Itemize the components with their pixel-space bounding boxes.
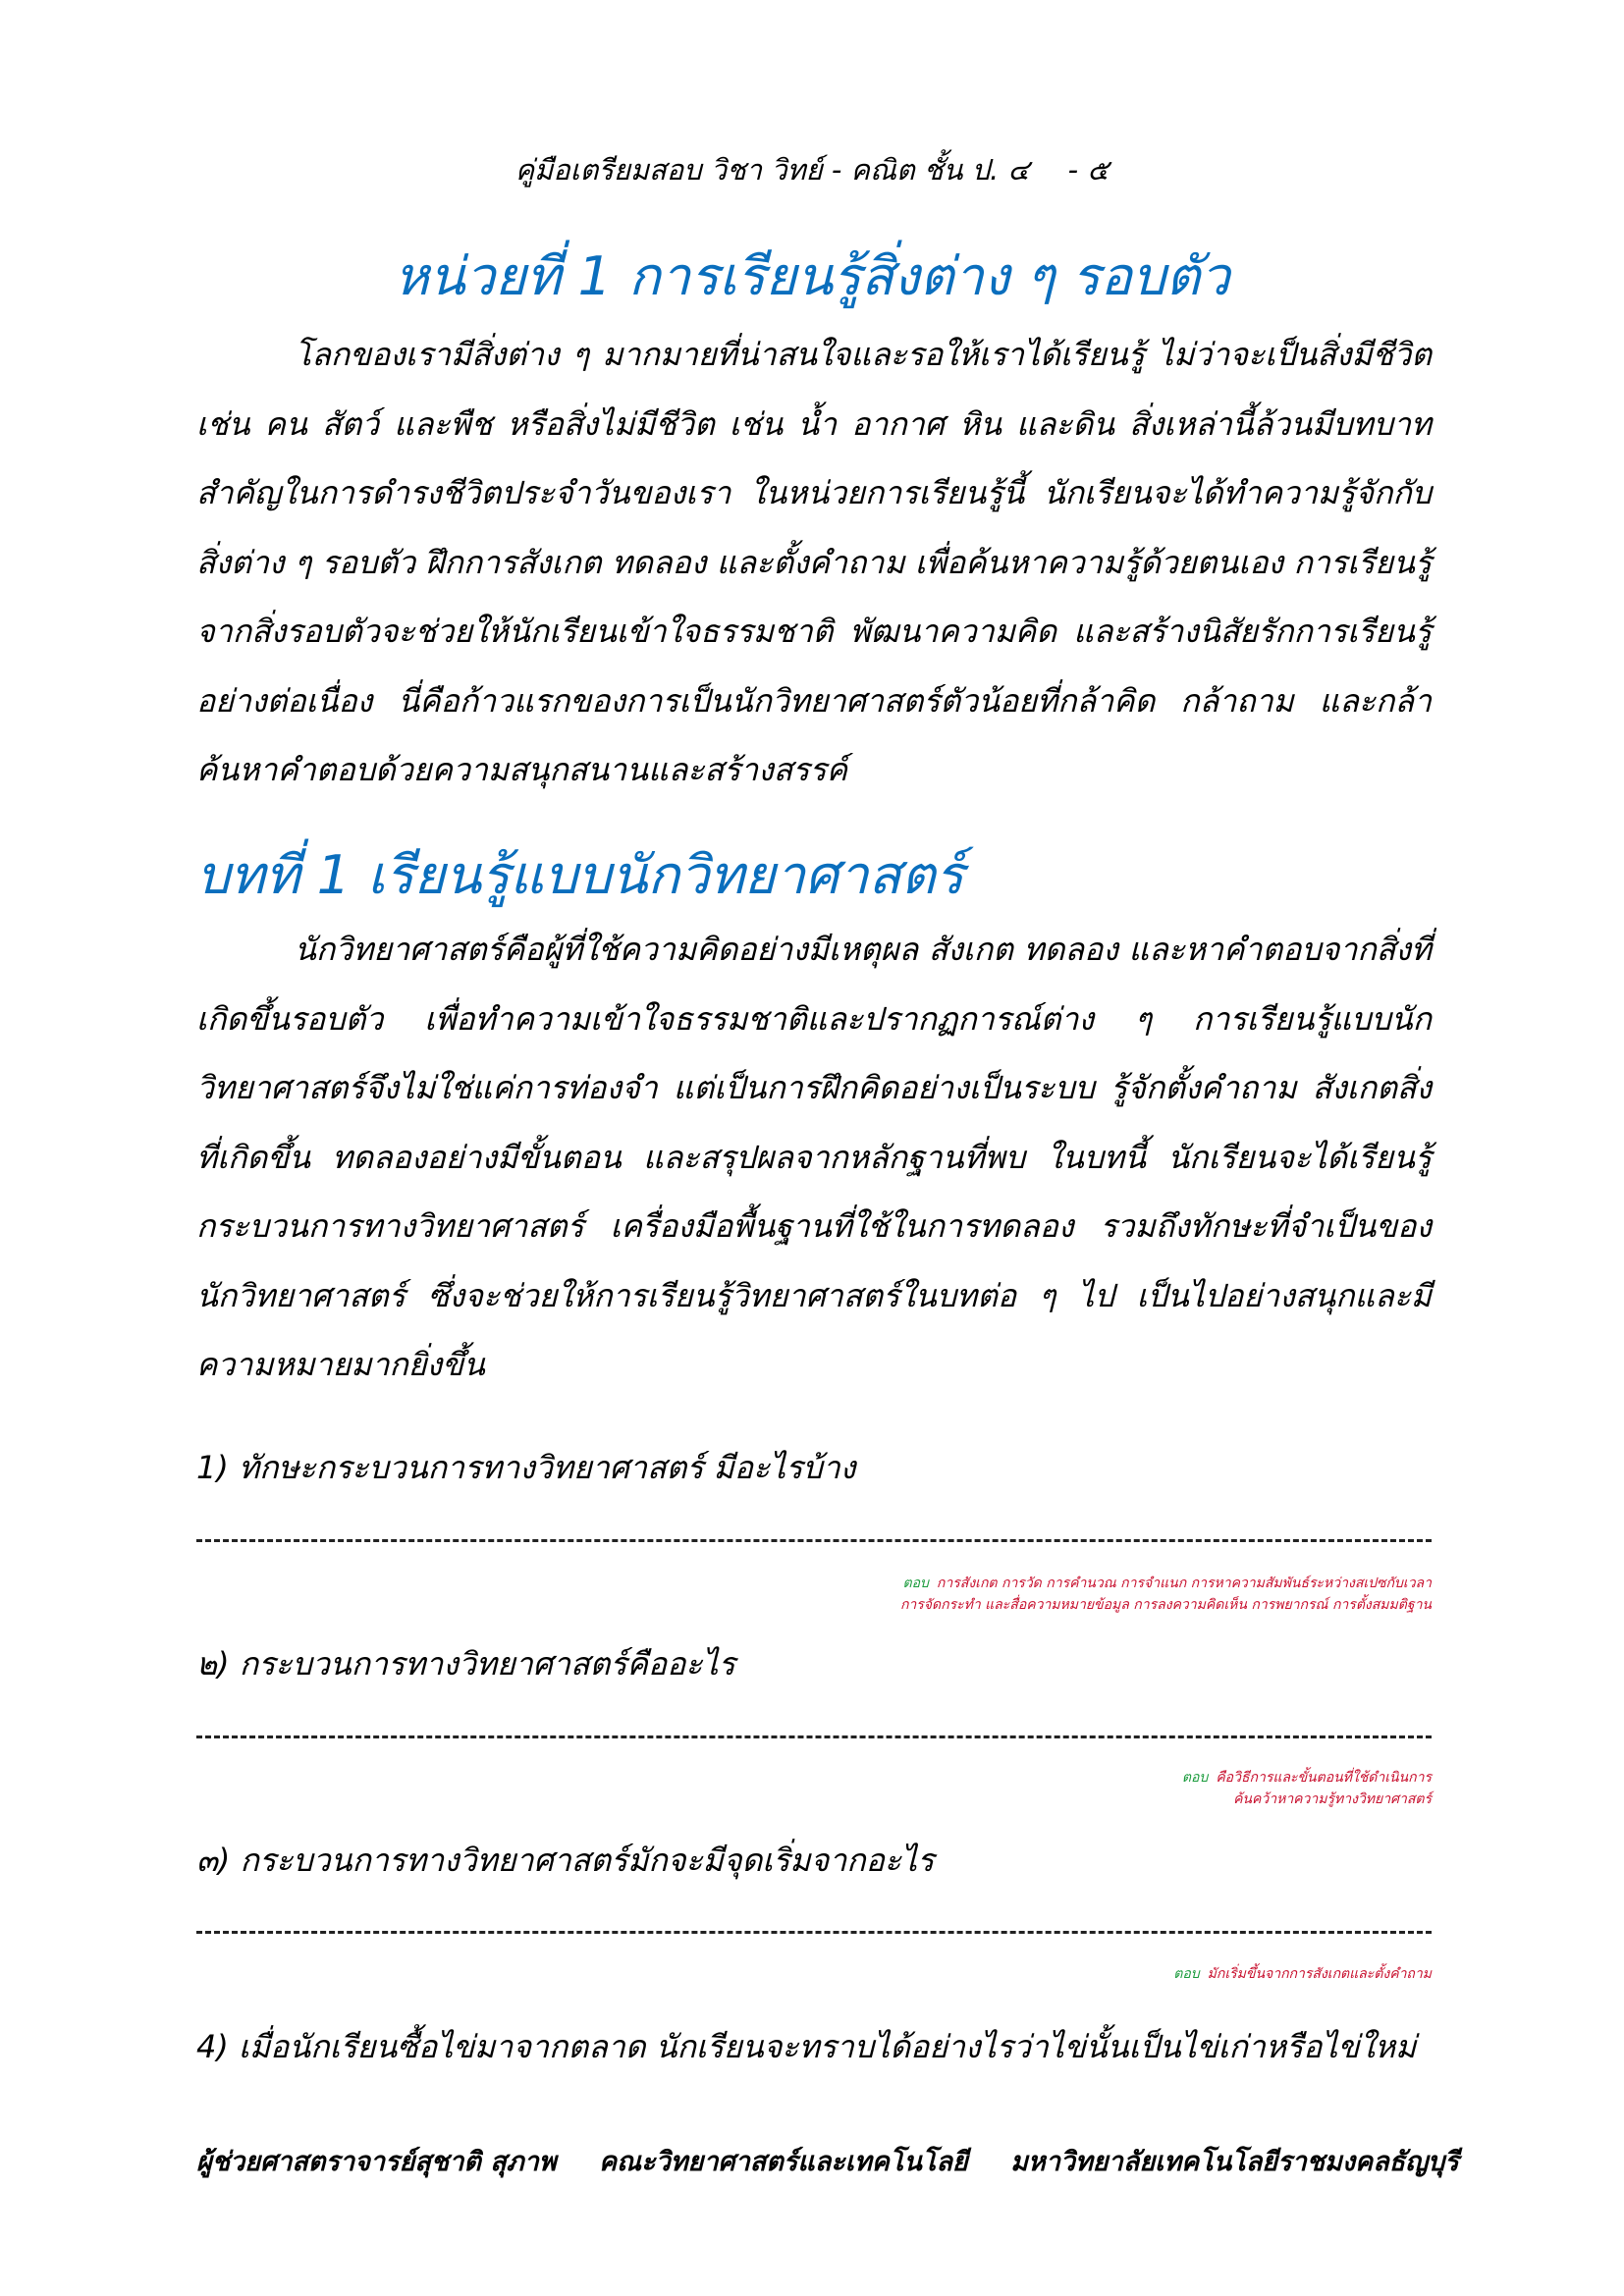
- answer-line-2: [196, 1735, 1432, 1738]
- answer-2: [1182, 1767, 1432, 1810]
- question-3: ๓) กระบวนการทางวิทยาศาสตร์มักจะมีจุดเริ่มจากอะไร: [196, 1842, 935, 1879]
- answer-line-1: [196, 1539, 1432, 1542]
- question-1: 1) ทักษะกระบวนการทางวิทยาศาสตร์ มีอะไรบ้าง: [196, 1449, 856, 1486]
- unit-intro-paragraph: [196, 320, 1432, 805]
- answer-3-line-1: [1173, 1963, 1432, 1985]
- page-header: [0, 147, 1624, 192]
- page-number: - ๕: [1067, 153, 1110, 187]
- answer-label: ตอบ: [1173, 1966, 1200, 1982]
- answer-2-line-2: ค้นคว้าหาความรู้ทางวิทยาศาสตร์: [1233, 1791, 1432, 1807]
- chapter-intro-paragraph: [196, 915, 1432, 1400]
- answer-1-line-2: การจัดกระทำ และสื่อความหมายข้อมูล การลงความคิดเห็น การพยากรณ์ การตั้งสมมติฐาน: [899, 1597, 1432, 1613]
- footer-author: ผู้ช่วยศาสตราจารย์สุชาติ สุภาพ: [196, 2147, 557, 2177]
- question-2: ๒) กระบวนการทางวิทยาศาสตร์คืออะไร: [196, 1645, 735, 1682]
- answer-1-text-1: การสังเกต การวัด การคำนวณ การจำแนก การหาความสัมพันธ์ระหว่างสเปซกับเวลา: [936, 1575, 1432, 1591]
- answer-label: ตอบ: [902, 1575, 929, 1591]
- answer-3-text-1: มักเริ่มขึ้นจากการสังเกตและตั้งคำถาม: [1207, 1966, 1432, 1982]
- header-title: คู่มือเตรียมสอบ วิชา วิทย์ - คณิต ชั้น ป. ๔: [514, 153, 1030, 187]
- footer-university: มหาวิทยาลัยเทคโนโลยีราชมงคลธัญบุรี: [1010, 2147, 1459, 2177]
- unit-intro-text: โลกของเรามีสิ่งต่าง ๆ มากมายที่น่าสนใจและรอให้เราได้เรียนรู้ ไม่ว่าจะเป็นสิ่งมีชีวิต เช่น คน สัตว์ และพืช หรือสิ่งไม่มีชีวิต เช่น น้ำ อากาศ หิน และดิน สิ่งเหล่านี้ล้วนมีบทบาทสำคัญในการดำรงชีวิตประจำวันของเรา ในหน่วยการเรียนรู้นี้ นักเรียนจะได้ทำความรู้จักกับสิ่งต่าง ๆ รอบตัว ฝึกการสังเกต ทดลอง และตั้งคำถาม เพื่อค้นหาความรู้ด้วยตนเอง การเรียนรู้จากสิ่งรอบตัวจะช่วยให้นักเรียนเข้าใจธรรมชาติ พัฒนาความคิด และสร้างนิสัยรักการเรียนรู้อย่างต่อเนื่อง นี่คือก้าวแรกของการเป็นนักวิทยาศาสตร์ตัวน้อยที่กล้าคิด กล้าถาม และกล้าค้นหาคำตอบด้วยความสนุกสนานและสร้างสรรค์: [196, 336, 1432, 788]
- unit-title: หน่วยที่ 1 การเรียนรู้สิ่งต่าง ๆ รอบตัว: [394, 245, 1230, 307]
- answer-label: ตอบ: [1181, 1770, 1209, 1786]
- question-4: 4) เมื่อนักเรียนซื้อไข่มาจากตลาด นักเรียนจะทราบได้อย่างไรว่าไข่นั้นเป็นไข่เก่าหรือไข่ใหม่: [196, 2028, 1417, 2065]
- chapter-intro-text: นักวิทยาศาสตร์คือผู้ที่ใช้ความคิดอย่างมีเหตุผล สังเกต ทดลอง และหาคำตอบจากสิ่งที่เกิดขึ้นรอบตัว เพื่อทำความเข้าใจธรรมชาติและปรากฏการณ์ต่าง ๆ การเรียนรู้แบบนักวิทยาศาสตร์จึงไม่ใช่แค่การท่องจำ แต่เป็นการฝึกคิดอย่างเป็นระบบ รู้จักตั้งคำถาม สังเกตสิ่งที่เกิดขึ้น ทดลองอย่างมีขั้นตอน และสรุปผลจากหลักฐานที่พบ ในบทนี้ นักเรียนจะได้เรียนรู้กระบวนการทางวิทยาศาสตร์ เครื่องมือพื้นฐานที่ใช้ในการทดลอง รวมถึงทักษะที่จำเป็นของนักวิทยาศาสตร์ ซึ่งจะช่วยให้การเรียนรู้วิทยาศาสตร์ในบทต่อ ๆ ไป เป็นไปอย่างสนุกและมีความหมายมากยิ่งขึ้น: [196, 931, 1432, 1383]
- page-footer: [196, 2140, 1459, 2182]
- answer-1-line-1: [900, 1573, 1432, 1594]
- answer-2-line-1: [1182, 1767, 1432, 1789]
- footer-faculty: คณะวิทยาศาสตร์และเทคโนโลยี: [598, 2147, 968, 2177]
- answer-line-3: [196, 1931, 1432, 1934]
- answer-3: [1173, 1963, 1432, 1985]
- answer-1: [900, 1573, 1432, 1616]
- chapter-title: บทที่ 1 เรียนรู้แบบนักวิทยาศาสตร์: [196, 844, 964, 906]
- answer-2-text-1: คือวิธีการและขั้นตอนที่ใช้ดำเนินการ: [1216, 1770, 1432, 1786]
